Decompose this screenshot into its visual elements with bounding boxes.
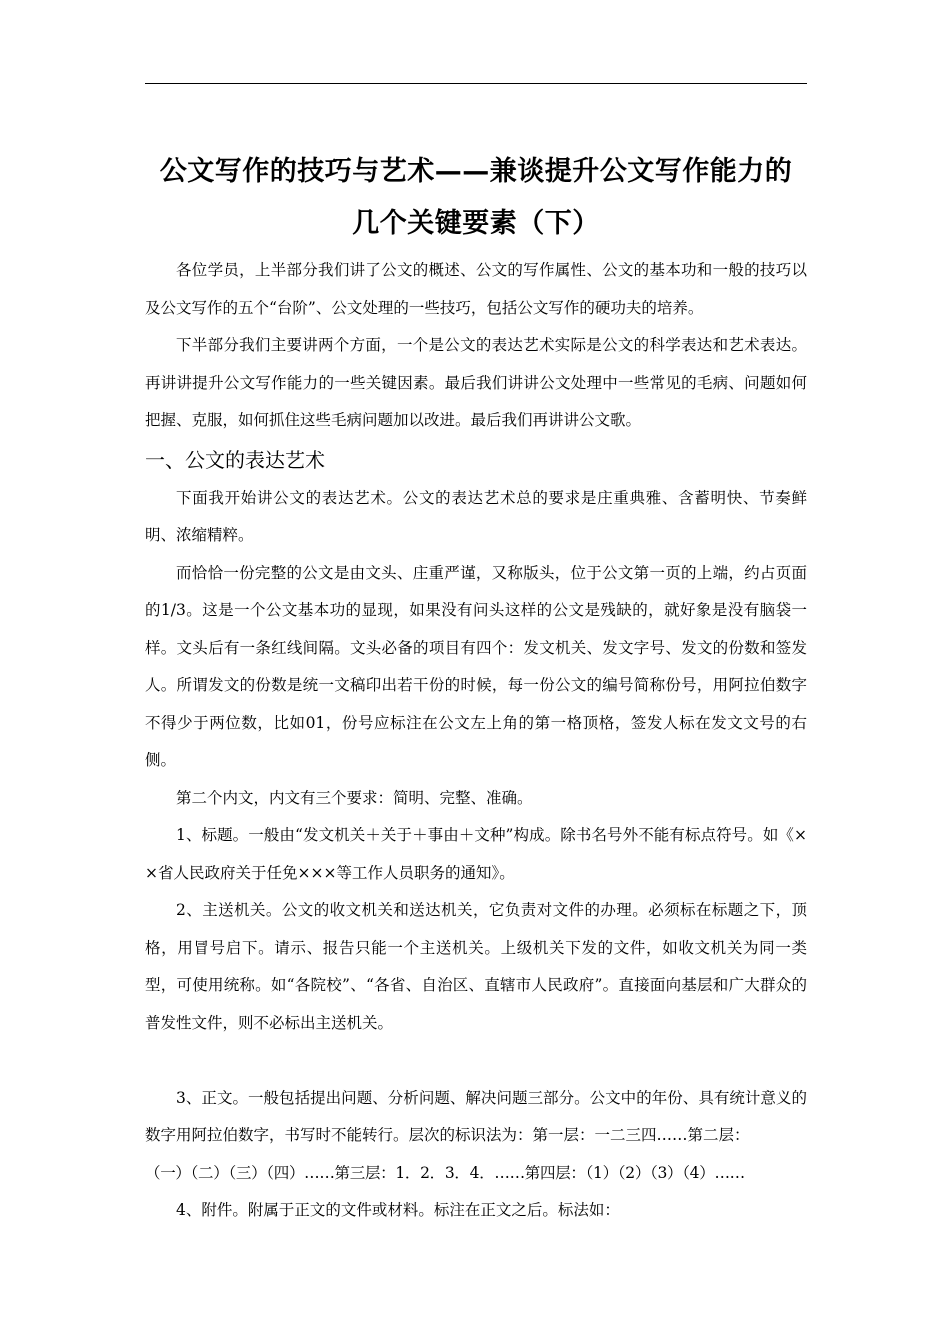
document-body	[145, 252, 807, 1230]
item-2-main-recipient: 2、主送机关。公文的收文机关和送达机关，它负责对文件的办理。必须标在标题之下，顶格，用冒号启下。请示、报告只能一个主送机关。上级机关下发的文件，如收文机关为同一类型，可使用统称。如“各院校”、“各省、自治区、直辖市人民政府”。直接面向基层和广大群众的普发性文件，则不必标出主送机关。	[145, 901, 807, 1032]
intro-paragraph-1: 各位学员，上半部分我们讲了公文的概述、公文的写作属性、公文的基本功和一般的技巧以及公文写作的五个“台阶”、公文处理的一些技巧，包括公文写作的硬功夫的培养。	[145, 261, 807, 317]
item-4-attachment: 4、附件。附属于正文的文件或材料。标注在正文之后。标法如：	[176, 1201, 620, 1219]
document-title	[120, 146, 832, 250]
section1-paragraph-2: 而恰恰一份完整的公文是由文头、庄重严谨，又称版头，位于公文第一页的上端，约占页面的1/3。这是一个公文基本功的显现，如果没有问头这样的公文是残缺的，就好象是没有脑袋一样。文头后有一条红线间隔。文头必备的项目有四个：发文机关、发文字号、发文的份数和签发人。所谓发文的份数是统一文稿印出若干份的时候，每一份公文的编号简称份号，用阿拉伯数字不得少于两位数，比如01，份号应标注在公文左上角的第一格顶格，签发人标在发文文号的右侧。	[145, 563, 807, 769]
title-line-2: 几个关键要素（下）	[352, 208, 600, 239]
item-3-body-text: 3、正文。一般包括提出问题、分析问题、解决问题三部分。公文中的年份、具有统计意义的数字用阿拉伯数字，书写时不能转行。层次的标识法为：第一层：一二三四……第二层：	[145, 1088, 807, 1144]
intro-paragraph-2: 下半部分我们主要讲两个方面，一个是公文的表达艺术实际是公文的科学表达和艺术表达。再讲讲提升公文写作能力的一些关键因素。最后我们讲讲公文处理中一些常见的毛病、问题如何把握、克服，如何抓住这些毛病问题加以改进。最后我们再讲讲公文歌。	[145, 336, 807, 429]
title-line-1: 公文写作的技巧与艺术——兼谈提升公文写作能力的	[159, 156, 793, 187]
blank-line	[145, 1042, 807, 1080]
item-1-title: 1、标题。一般由“发文机关＋关于＋事由＋文种”构成。除书名号外不能有标点符号。如《××省人民政府关于任免×××等工作人员职务的通知》。	[145, 826, 807, 882]
header-rule	[145, 83, 807, 84]
section1-paragraph-3: 第二个内文，内文有三个要求：简明、完整、准确。	[176, 788, 533, 807]
section-heading-1: 一、公文的表达艺术	[145, 447, 325, 472]
section1-paragraph-1: 下面我开始讲公文的表达艺术。公文的表达艺术总的要求是庄重典雅、含蓄明快、节奏鲜明、浓缩精粹。	[145, 488, 807, 544]
item-3-levels-line: （一）（二）（三）（四）……第三层：1．2．3．4．……第四层：（1）（2）（3）（4）……	[145, 1163, 745, 1182]
